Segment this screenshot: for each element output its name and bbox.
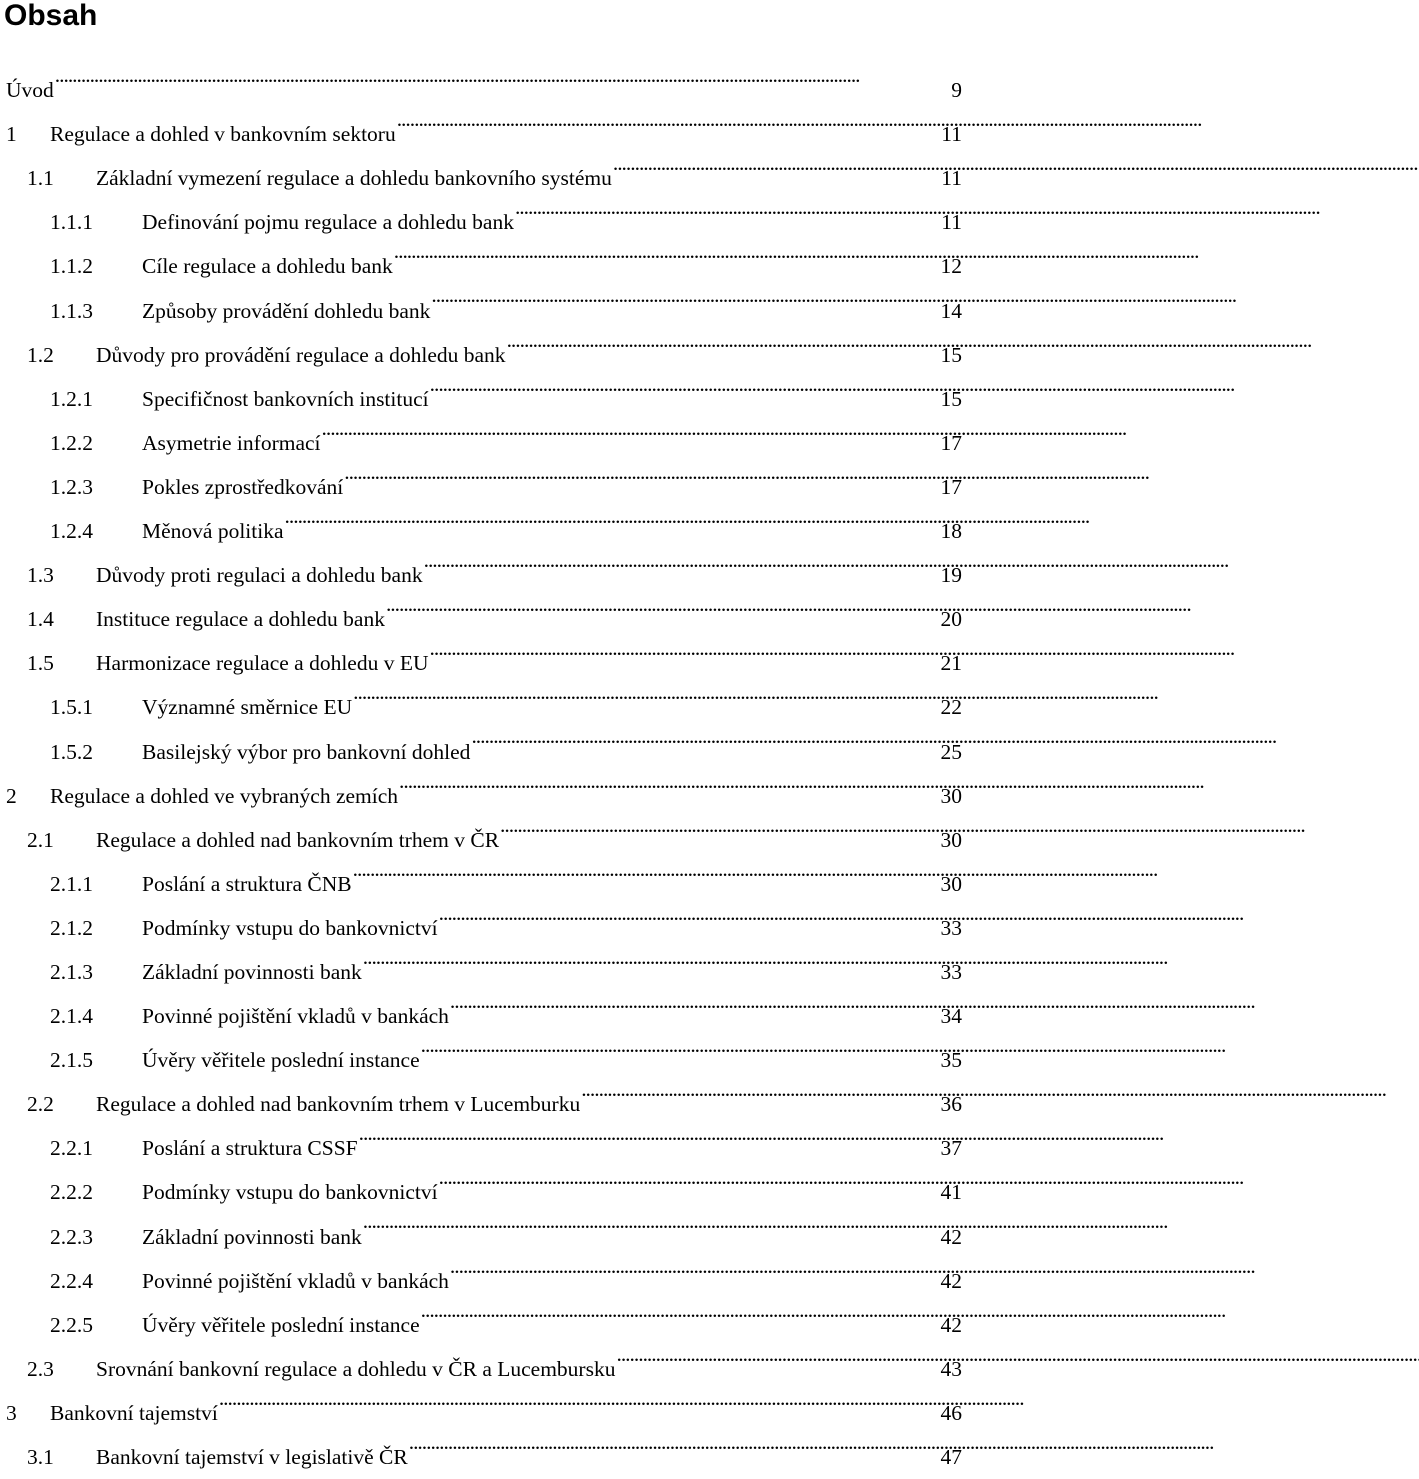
toc-entry-title: Poslání a struktura ČNB [142,862,353,906]
toc-entry-number: 1.4 [27,607,54,632]
toc-entry-number: 1.2.1 [50,386,93,411]
toc-entry-title: Instituce regulace a dohledu bank [96,597,386,641]
toc-entry-number: 2.1.3 [50,959,93,984]
toc-entry-number: 1.3 [27,563,54,588]
toc-entry-page-number: 37 [940,1126,963,1170]
table-of-contents [0,53,962,1469]
toc-entry-number: 1.5 [27,651,54,676]
toc-dot-leader [500,803,939,847]
toc-entry-page-number: 42 [940,1215,963,1259]
toc-entry-page-number: 42 [940,1259,963,1303]
toc-entry-number: 1.2.3 [50,474,93,499]
toc-dot-leader [507,318,940,362]
toc-dot-leader [421,1288,940,1332]
toc-entry-page-number: 11 [940,112,962,156]
toc-entry-page-number: 46 [940,1391,963,1435]
toc-entry-title: Regulace a dohled nad bankovním trhem v Lucemburku [96,1082,581,1126]
toc-entry-title: Asymetrie informací [142,421,322,465]
toc-dot-leader [409,1420,940,1464]
toc-dot-leader [386,582,940,626]
toc-entry-number: 2.2.4 [50,1268,93,1293]
toc-entry-title: Regulace a dohled ve vybraných zemích [50,774,399,818]
toc-dot-leader [613,141,940,185]
toc-entry-title: Povinné pojištění vkladů v bankách [142,1259,450,1303]
toc-dot-leader [353,847,940,891]
toc-entry-title: Poslání a struktura CSSF [142,1126,359,1170]
toc-entry-page-number: 11 [940,200,962,244]
toc-dot-leader [285,494,940,538]
toc-entry-title: Regulace a dohled v bankovním sektoru [50,112,397,156]
toc-dot-leader [430,362,940,406]
toc-entry-title: Základní povinnosti bank [142,1215,363,1259]
toc-entry-number: 2.1.1 [50,871,93,896]
toc-entry-page-number: 34 [940,994,963,1038]
toc-dot-leader [450,1244,940,1288]
toc-entry-page-number: 36 [940,1082,963,1126]
toc-entry-number: 1.5.2 [50,739,93,764]
toc-entry-page-number: 17 [940,421,963,465]
toc-dot-leader [450,979,940,1023]
toc-entry-title: Bankovní tajemství [50,1391,219,1435]
toc-dot-leader [439,1155,940,1199]
toc-entry-title: Úvod [6,68,55,112]
toc-entry-title: Úvěry věřitele poslední instance [142,1303,421,1347]
toc-dot-leader [515,185,940,229]
toc-entry-title: Specifičnost bankovních institucí [142,377,430,421]
toc-entry-page-number: 19 [940,553,963,597]
toc-entry-number: 1.5.1 [50,695,93,720]
toc-entry-page-number: 42 [940,1303,963,1347]
toc-entry-title: Definování pojmu regulace a dohledu bank [142,200,515,244]
toc-entry-number: 1.1.3 [50,298,93,323]
toc-dot-leader [55,53,950,97]
toc-dot-leader [581,1067,939,1111]
toc-entry-number: 1.2.2 [50,430,93,455]
toc-dot-leader [344,450,939,494]
toc-dot-leader [322,406,940,450]
toc-dot-leader [363,935,940,979]
toc-entry-page-number: 25 [940,730,963,774]
toc-entry-number: 2.1 [27,827,54,852]
toc-dot-leader [399,759,939,803]
toc-entry-title: Důvody proti regulaci a dohledu bank [96,553,424,597]
toc-entry-number: 1 [6,122,17,147]
toc-entry-page-number: 14 [940,289,963,333]
toc-entry-title: Srovnání bankovní regulace a dohledu v ČR a Lucembursku [96,1347,616,1391]
toc-entry-number: 2.2.3 [50,1224,93,1249]
toc-entry-number: 2.3 [27,1356,54,1381]
toc-entry-title: Významné směrnice EU [142,685,353,729]
toc-dot-leader [616,1332,939,1376]
toc-entry-page-number: 11 [940,156,962,200]
toc-dot-leader [363,1199,940,1243]
toc-dot-leader [430,626,940,670]
toc-entry-title: Podmínky vstupu do bankovnictví [142,906,439,950]
toc-entry-number: 2.1.4 [50,1004,93,1029]
toc-entry-number: 2.2.5 [50,1312,93,1337]
toc-entry-page-number: 17 [940,465,963,509]
toc-entry-title: Harmonizace regulace a dohledu v EU [96,641,430,685]
toc-entry-title: Regulace a dohled nad bankovním trhem v ČR [96,818,500,862]
toc-entry-number: 1.1.2 [50,254,93,279]
toc-entry-title: Úvěry věřitele poslední instance [142,1038,421,1082]
toc-entry-title: Bankovní tajemství v legislativě ČR [96,1435,409,1479]
toc-entry-page-number: 15 [940,333,963,377]
toc-entry-page-number: 30 [940,818,963,862]
toc-entry-number: 3 [6,1400,17,1425]
toc-entry[interactable] [0,53,962,103]
toc-entry-title: Důvody pro provádění regulace a dohledu bank [96,333,507,377]
toc-entry-page-number: 35 [940,1038,963,1082]
toc-entry-number: 2.2.1 [50,1136,93,1161]
toc-entry-number: 2.1.5 [50,1048,93,1073]
toc-entry-page-number: 30 [940,774,963,818]
toc-entry-number: 1.1 [27,166,54,191]
toc-dot-leader [394,229,940,273]
toc-entry-title: Cíle regulace a dohledu bank [142,244,394,288]
toc-entry-title: Basilejský výbor pro bankovní dohled [142,730,471,774]
toc-entry-title: Měnová politika [142,509,285,553]
toc-entry-title: Podmínky vstupu do bankovnictví [142,1170,439,1214]
toc-dot-leader [424,538,940,582]
toc-entry-number: 1.2 [27,342,54,367]
toc-entry-number: 2.1.2 [50,915,93,940]
toc-entry-page-number: 20 [940,597,963,641]
toc-dot-leader [219,1376,940,1420]
toc-entry-title: Pokles zprostředkování [142,465,344,509]
toc-entry-title: Základní povinnosti bank [142,950,363,994]
toc-entry-title: Povinné pojištění vkladů v bankách [142,994,450,1038]
toc-entry-number: 3.1 [27,1445,54,1469]
toc-entry-page-number: 47 [940,1435,963,1479]
page-title: Obsah [4,0,98,32]
toc-dot-leader [359,1111,940,1155]
toc-dot-leader [421,1023,940,1067]
toc-entry[interactable] [0,97,962,147]
toc-dot-leader [439,891,940,935]
toc-entry-page-number: 9 [950,68,962,112]
toc-entry-number: 2.2.2 [50,1180,93,1205]
toc-entry-page-number: 21 [940,641,963,685]
toc-entry-page-number: 12 [940,244,963,288]
toc-entry-page-number: 18 [940,509,963,553]
toc-entry-title: Způsoby provádění dohledu bank [142,289,431,333]
toc-dot-leader [471,714,939,758]
toc-entry-title: Základní vymezení regulace a dohledu bankovního systému [96,156,613,200]
toc-entry-page-number: 15 [940,377,963,421]
toc-entry-page-number: 41 [940,1170,963,1214]
toc-entry-page-number: 43 [940,1347,963,1391]
toc-entry-number: 2 [6,783,17,808]
toc-entry-page-number: 22 [940,685,963,729]
toc-entry-number: 2.2 [27,1092,54,1117]
toc-entry-page-number: 33 [940,906,963,950]
toc-entry-number: 1.2.4 [50,519,93,544]
toc-dot-leader [397,97,941,141]
toc-entry-page-number: 30 [940,862,963,906]
toc-entry-page-number: 33 [940,950,963,994]
toc-dot-leader [353,670,939,714]
toc-dot-leader [431,273,939,317]
toc-entry-number: 1.1.1 [50,210,93,235]
